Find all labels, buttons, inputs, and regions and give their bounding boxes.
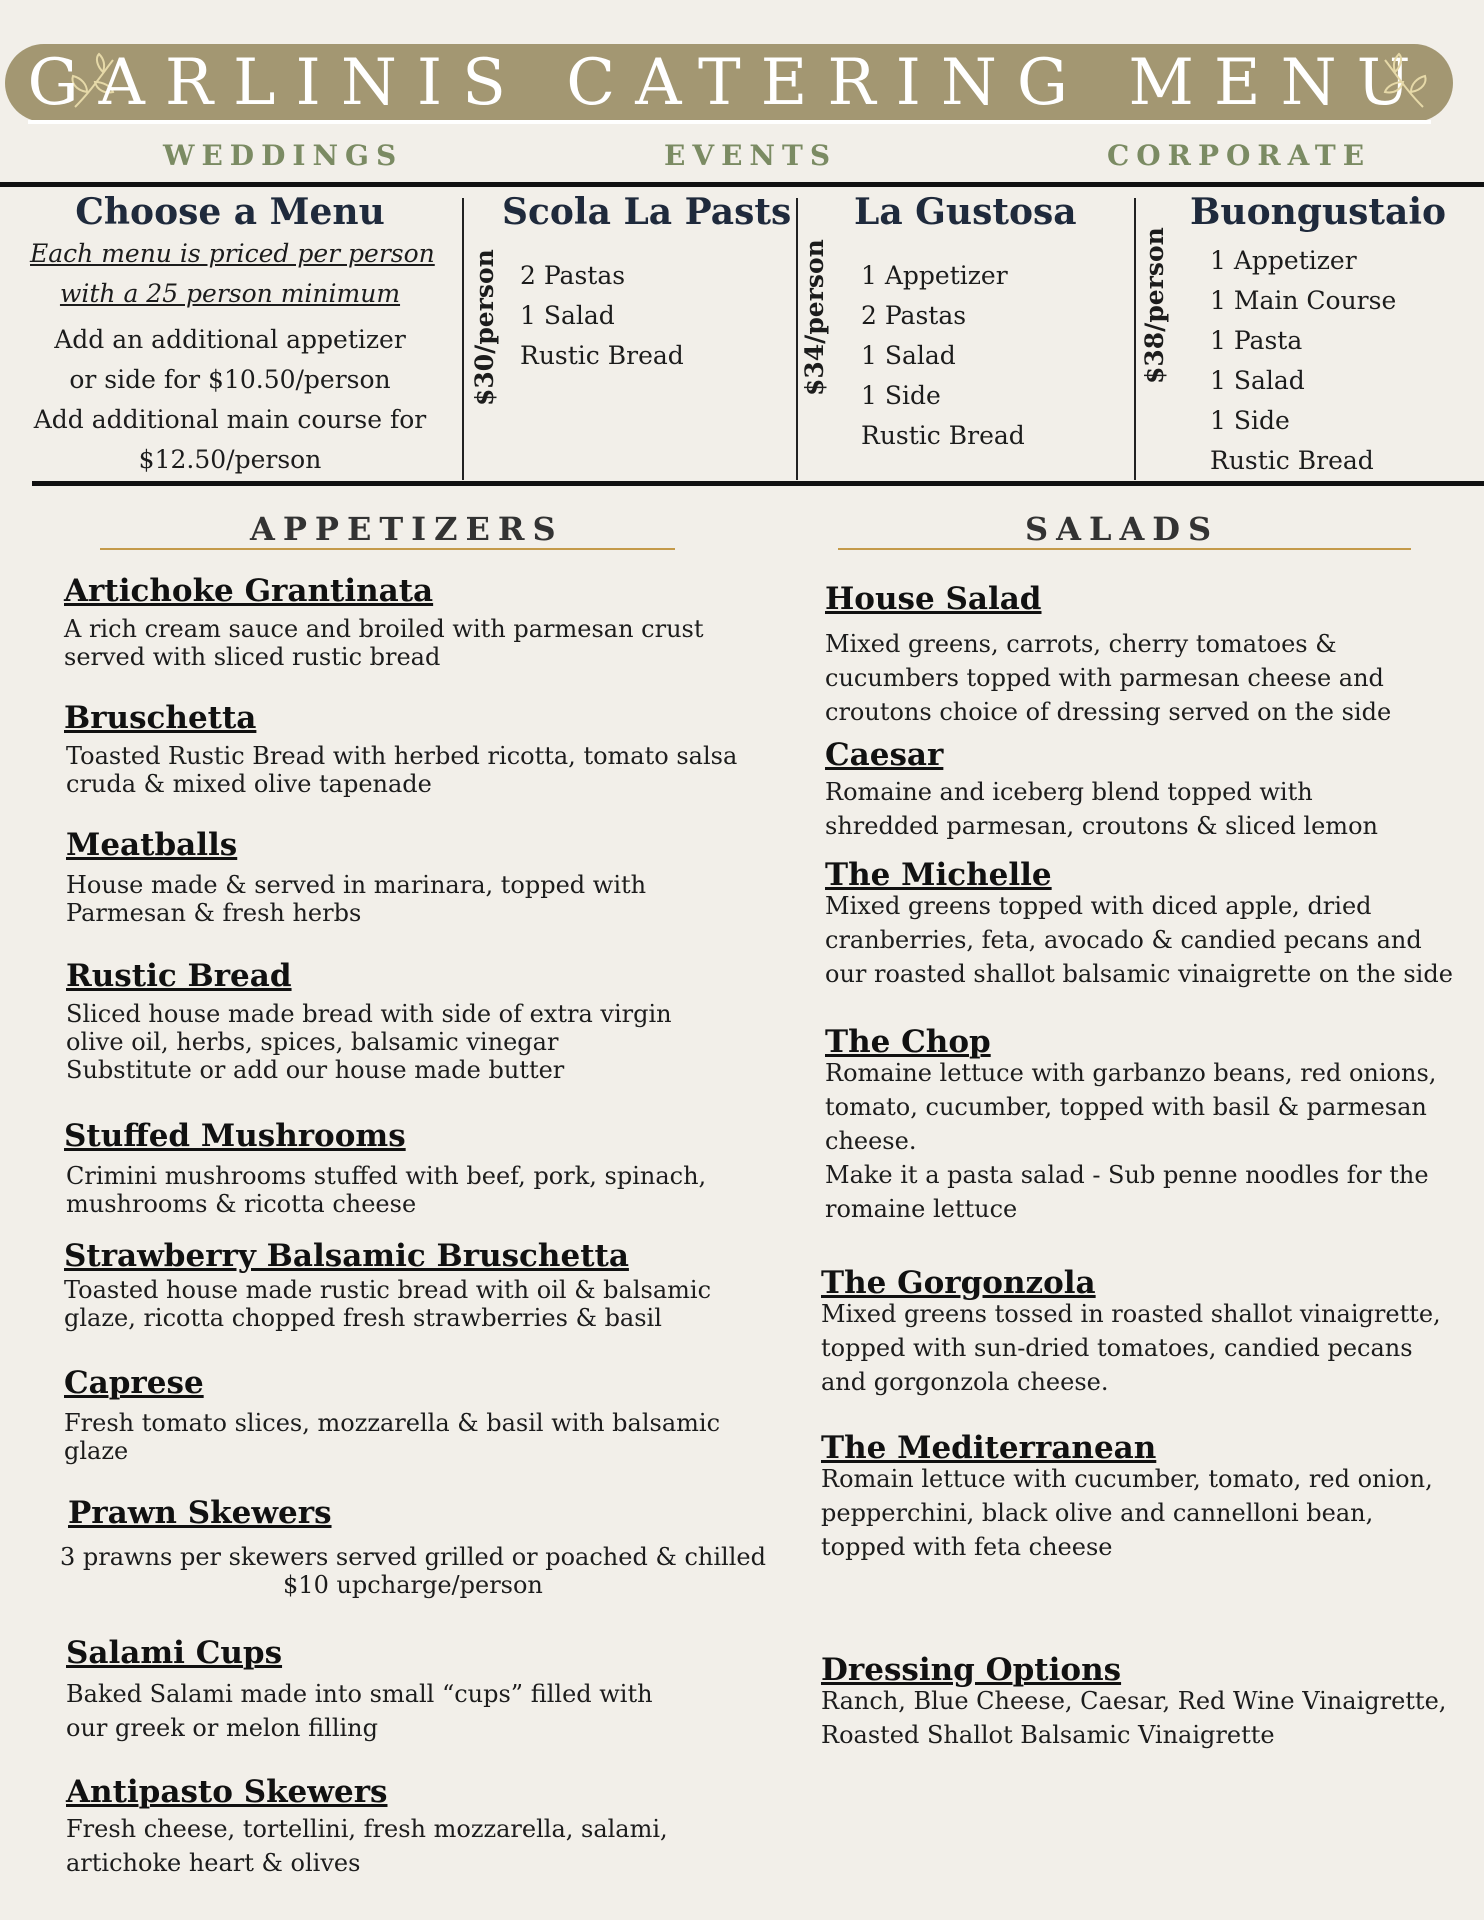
menu-item [821, 1263, 1441, 1399]
menu-item [64, 1363, 720, 1465]
package-heading: Buongustaio [1190, 191, 1447, 233]
menu-item [60, 1493, 766, 1599]
item-name: Bruschetta [64, 700, 257, 736]
item-name: Rustic Bread [66, 958, 292, 994]
dressing-options [821, 1650, 1446, 1752]
divider-bottom [32, 481, 1484, 486]
addon-note: Add additional main course for [33, 405, 427, 434]
list-item: Rustic Bread [861, 421, 1025, 450]
list-item: 1 Appetizer [861, 261, 1008, 290]
item-description: Toasted house made rustic bread with oil & balsamic glaze, ricotta chopped fresh strawberries & basil [64, 1276, 712, 1332]
menu-item [64, 571, 704, 671]
item-description: A rich cream sauce and broiled with parmesan crust served with sliced rustic bread [64, 615, 704, 671]
item-description: Fresh cheese, tortellini, fresh mozzarella, salami, artichoke heart & olives [66, 1815, 668, 1877]
menu-item [64, 698, 737, 798]
package-price: $34/person [800, 239, 829, 396]
item-description: Sliced house made bread with side of extra virgin olive oil, herbs, spices, balsamic vinegar Substitute or add our house made butter [66, 1000, 672, 1084]
item-description: Romaine lettuce with garbanzo beans, red onions, tomato, cucumber, topped with basil & parmesan cheese. Make it a pasta salad - Sub penne noodles for the romaine lettuce [825, 1059, 1437, 1223]
item-name: Strawberry Balsamic Bruschetta [64, 1238, 629, 1274]
item-description: Mixed greens tossed in roasted shallot vinaigrette, topped with sun-dried tomatoes, candied pecans and gorgonzola cheese. [821, 1300, 1441, 1396]
item-description: Mixed greens topped with diced apple, dried cranberries, feta, avocado & candied pecans and our roasted shallot balsamic vinaigrette on the side [825, 892, 1453, 988]
choose-menu-title: Choose a Menu [75, 191, 385, 233]
item-name: Prawn Skewers [68, 1495, 332, 1531]
leaf-sprig-icon [1373, 52, 1433, 114]
subnav-events: EVENTS [664, 139, 838, 172]
title-banner [5, 44, 1453, 122]
list-item: Rustic Bread [520, 341, 684, 370]
addon-note: or side for $10.50/person [69, 365, 391, 394]
appetizers-heading: APPETIZERS [250, 510, 564, 548]
list-item: 1 Side [861, 381, 941, 410]
addon-note: $12.50/person [138, 445, 322, 474]
list-item: Rustic Bread [1210, 446, 1374, 475]
package-items [520, 256, 684, 376]
menu-item [64, 1236, 711, 1332]
item-name: House Salad [825, 581, 1042, 617]
item-name: Caprese [64, 1365, 204, 1401]
list-item: 2 Pastas [861, 301, 967, 330]
list-item: 1 Appetizer [1210, 246, 1357, 275]
item-name: Dressing Options [821, 1652, 1122, 1688]
section-underline [100, 548, 675, 550]
menu-item [66, 956, 672, 1084]
addon-note: Add an additional appetizer [54, 325, 406, 354]
subnav-corporate: CORPORATE [1107, 139, 1372, 172]
item-name: Salami Cups [66, 1635, 283, 1671]
item-description: Romain lettuce with cucumber, tomato, red onion, pepperchini, black olive and cannelloni bean, topped with feta cheese [821, 1465, 1433, 1561]
menu-item [66, 1633, 653, 1745]
list-item: 1 Pasta [1210, 326, 1303, 355]
page-title: GARLINIS CATERING MENU [28, 46, 1431, 124]
column-divider [1134, 198, 1136, 480]
item-name: Meatballs [66, 827, 238, 863]
package-price: $30/person [470, 249, 499, 406]
package-heading: Scola La Pasts [502, 191, 792, 233]
item-description: Mixed greens, carrots, cherry tomatoes & cucumbers topped with parmesan cheese and croutons choice of dressing served on the side [825, 630, 1392, 726]
item-name: Artichoke Grantinata [64, 573, 434, 609]
menu-item [66, 1772, 668, 1880]
item-description: Fresh tomato slices, mozzarella & basil with balsamic glaze [64, 1409, 721, 1465]
item-name: Antipasto Skewers [66, 1774, 388, 1810]
list-item: 1 Side [1210, 406, 1290, 435]
package-price: $38/person [1140, 227, 1169, 384]
subnav-weddings: WEDDINGS [163, 139, 404, 172]
package-items [1210, 241, 1396, 481]
menu-item [66, 825, 646, 927]
item-description: Toasted Rustic Bread with herbed ricotta, tomato salsa cruda & mixed olive tapenade [66, 742, 738, 798]
item-name: Caesar [825, 737, 944, 773]
list-item: 2 Pastas [520, 261, 626, 290]
pricing-note: Each menu is priced per person [30, 239, 435, 268]
list-item: 1 Salad [861, 341, 956, 370]
menu-item [825, 1022, 1436, 1226]
item-name: The Gorgonzola [821, 1265, 1096, 1301]
column-divider [462, 198, 464, 480]
list-item: 1 Salad [520, 301, 615, 330]
menu-item [821, 1428, 1433, 1564]
package-heading: La Gustosa [854, 191, 1077, 233]
column-divider [796, 198, 798, 480]
item-description: Romaine and iceberg blend topped with shredded parmesan, croutons & sliced lemon [825, 778, 1378, 840]
item-name: The Michelle [825, 857, 1052, 893]
item-description: Crimini mushrooms stuffed with beef, pork, spinach, mushrooms & ricotta cheese [66, 1162, 707, 1218]
divider-top [0, 182, 1484, 187]
choose-menu-panel [30, 190, 435, 480]
item-name: Stuffed Mushrooms [64, 1118, 406, 1154]
salads-heading: SALADS [1025, 510, 1220, 548]
item-name: The Mediterranean [821, 1430, 1157, 1466]
item-name: The Chop [825, 1024, 991, 1060]
package-items [861, 256, 1025, 456]
menu-item [825, 579, 1391, 729]
list-item: 1 Main Course [1210, 286, 1397, 315]
menu-item [825, 735, 1378, 843]
section-underline [838, 548, 1411, 550]
menu-item [64, 1116, 706, 1218]
item-description: Ranch, Blue Cheese, Caesar, Red Wine Vinaigrette, Roasted Shallot Balsamic Vinaigrette [821, 1687, 1447, 1749]
item-description: 3 prawns per skewers served grilled or poached & chilled $10 upcharge/person [60, 1543, 766, 1599]
menu-item [825, 855, 1453, 991]
pricing-note: with a 25 person minimum [59, 279, 401, 308]
list-item: 1 Salad [1210, 366, 1305, 395]
item-description: House made & served in marinara, topped with Parmesan & fresh herbs [66, 871, 647, 927]
item-description: Baked Salami made into small “cups” filled with our greek or melon filling [66, 1680, 653, 1742]
